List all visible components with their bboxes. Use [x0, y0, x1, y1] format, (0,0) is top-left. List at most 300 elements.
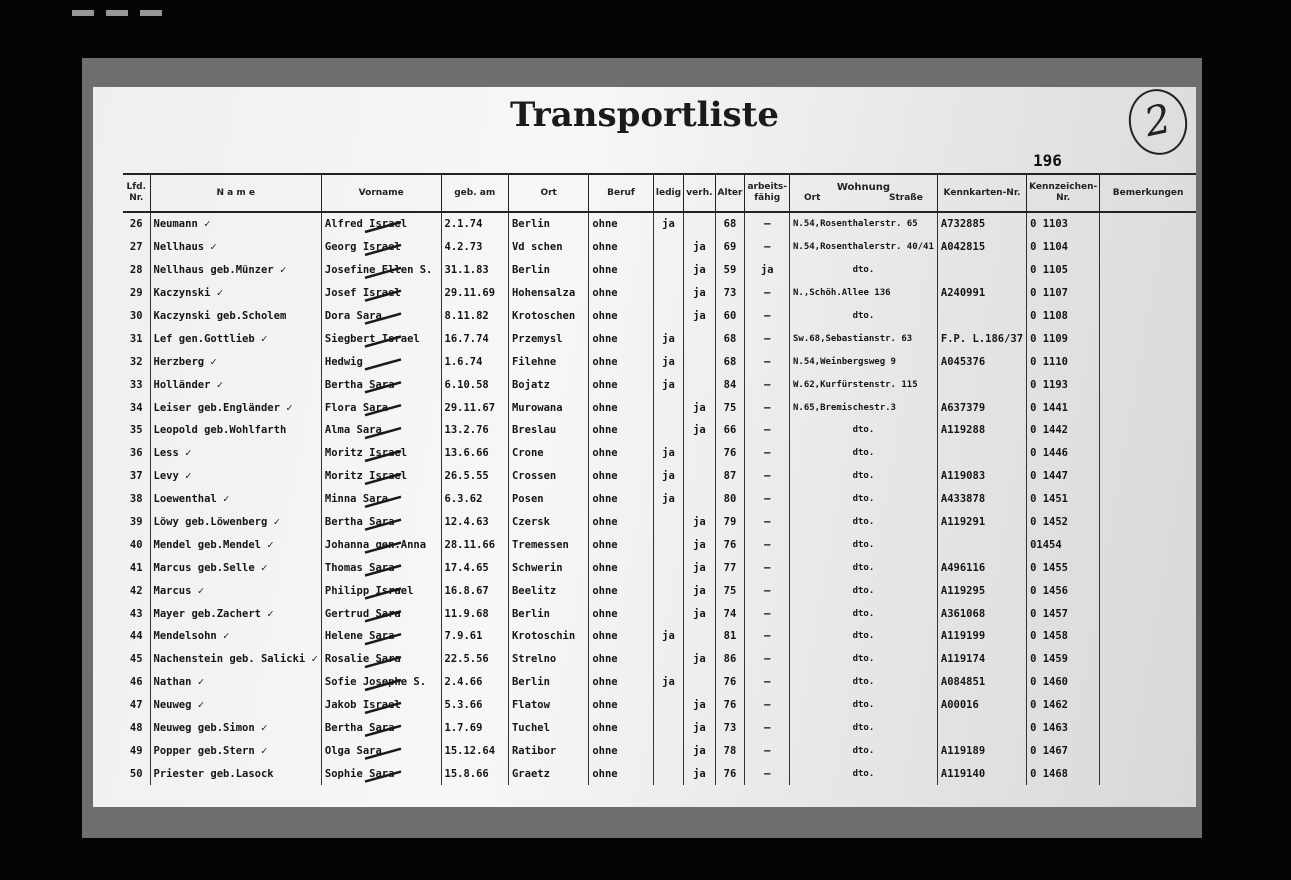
row-kennzeichen: 0 1193	[1027, 373, 1100, 396]
row-ort: Berlin	[508, 671, 588, 694]
col-ort: Ort	[508, 174, 588, 212]
row-arbeitsfaehig: –	[745, 465, 790, 488]
row-alter: 75	[715, 579, 745, 602]
row-ort: Beelitz	[508, 579, 588, 602]
row-wohnung: dto.	[790, 602, 938, 625]
row-kennzeichen: 0 1441	[1027, 396, 1100, 419]
row-beruf: ohne	[589, 236, 653, 259]
row-kennzeichen: 0 1104	[1027, 236, 1100, 259]
row-arbeitsfaehig: –	[745, 533, 790, 556]
row-alter: 76	[715, 762, 745, 785]
row-name: Leopold geb.Wohlfarth	[150, 419, 321, 442]
row-bemerkungen	[1100, 350, 1196, 373]
row-name: Nellhaus geb.Münzer ✓	[150, 259, 321, 282]
document-title: Transportliste	[509, 95, 779, 135]
row-bemerkungen	[1100, 556, 1196, 579]
row-ledig	[653, 419, 684, 442]
row-vorname: Flora Sara	[321, 396, 441, 419]
row-bemerkungen	[1100, 327, 1196, 350]
row-verh	[684, 488, 715, 511]
row-kennzeichen: 0 1447	[1027, 465, 1100, 488]
row-number: 38	[129, 493, 143, 506]
row-geb: 26.5.55	[441, 465, 508, 488]
row-bemerkungen	[1100, 396, 1196, 419]
row-arbeitsfaehig: –	[745, 373, 790, 396]
col-kennkarten: Kennkarten-Nr.	[937, 174, 1026, 212]
row-kennkarten: A045376	[937, 350, 1026, 373]
row-ort: Krotoschin	[508, 625, 588, 648]
row-beruf: ohne	[589, 579, 653, 602]
table-row	[123, 739, 1196, 762]
row-kennkarten: A119189	[937, 739, 1026, 762]
row-wohnung: dto.	[790, 305, 938, 328]
row-bemerkungen	[1100, 511, 1196, 534]
row-kennzeichen: 0 1452	[1027, 511, 1100, 534]
row-kennzeichen: 0 1462	[1027, 694, 1100, 717]
row-alter: 77	[715, 556, 745, 579]
row-kennkarten: A119199	[937, 625, 1026, 648]
row-beruf: ohne	[589, 396, 653, 419]
row-number: 26	[129, 218, 143, 231]
table-row	[123, 579, 1196, 602]
col-bemerkungen: Bemerkungen	[1100, 174, 1196, 212]
row-kennzeichen: 0 1460	[1027, 671, 1100, 694]
row-vorname: Alma Sara	[321, 419, 441, 442]
row-alter: 74	[715, 602, 745, 625]
row-ort: Flatow	[508, 694, 588, 717]
table-row	[123, 465, 1196, 488]
row-number: 42	[129, 584, 143, 597]
row-verh: ja	[684, 396, 715, 419]
table-row	[123, 259, 1196, 282]
row-vorname: Hedwig	[321, 350, 441, 373]
row-verh	[684, 465, 715, 488]
row-kennzeichen: 0 1451	[1027, 488, 1100, 511]
row-verh: ja	[684, 556, 715, 579]
row-vorname: Helene Sara	[321, 625, 441, 648]
row-ort: Ratibor	[508, 739, 588, 762]
row-beruf: ohne	[589, 648, 653, 671]
row-ort: Hohensalza	[508, 282, 588, 305]
row-kennkarten	[937, 259, 1026, 282]
row-ledig: ja	[653, 488, 684, 511]
col-wohnung	[790, 174, 938, 212]
row-kennkarten: A119174	[937, 648, 1026, 671]
row-kennkarten: F.P. L.186/37	[937, 327, 1026, 350]
row-ledig: ja	[653, 671, 684, 694]
row-verh	[684, 350, 715, 373]
row-verh: ja	[684, 579, 715, 602]
row-beruf: ohne	[589, 442, 653, 465]
row-arbeitsfaehig: –	[745, 396, 790, 419]
row-wohnung: N.54,Rosenthalerstr. 40/41	[790, 236, 938, 259]
row-arbeitsfaehig: –	[745, 488, 790, 511]
row-kennkarten	[937, 717, 1026, 740]
row-wohnung: dto.	[790, 671, 938, 694]
row-bemerkungen	[1100, 236, 1196, 259]
row-verh: ja	[684, 694, 715, 717]
row-vorname: Sophie Sara	[321, 762, 441, 785]
row-bemerkungen	[1100, 625, 1196, 648]
row-geb: 7.9.61	[441, 625, 508, 648]
row-vorname: Rosalie Sara	[321, 648, 441, 671]
row-wohnung: dto.	[790, 717, 938, 740]
row-name: Holländer ✓	[150, 373, 321, 396]
page-number: 196	[1033, 151, 1062, 170]
row-verh: ja	[684, 762, 715, 785]
row-ort: Krotoschen	[508, 305, 588, 328]
row-geb: 4.2.73	[441, 236, 508, 259]
row-ledig	[653, 511, 684, 534]
row-ledig	[653, 648, 684, 671]
col-wohnung-title: Wohnung	[836, 182, 891, 193]
row-ledig: ja	[653, 327, 684, 350]
row-vorname: Dora Sara	[321, 305, 441, 328]
row-number: 33	[129, 378, 143, 391]
row-kennkarten: A361068	[937, 602, 1026, 625]
row-number: 45	[129, 653, 143, 666]
row-kennzeichen: 0 1463	[1027, 717, 1100, 740]
row-name: Mayer geb.Zachert ✓	[150, 602, 321, 625]
row-arbeitsfaehig: –	[745, 739, 790, 762]
table-row	[123, 305, 1196, 328]
row-name: Löwy geb.Löwenberg ✓	[150, 511, 321, 534]
row-beruf: ohne	[589, 694, 653, 717]
row-verh	[684, 212, 715, 236]
row-wohnung: dto.	[790, 556, 938, 579]
row-geb: 8.11.82	[441, 305, 508, 328]
row-number: 46	[129, 676, 143, 689]
row-name: Less ✓	[150, 442, 321, 465]
row-geb: 5.3.66	[441, 694, 508, 717]
table-header-row	[123, 174, 1196, 212]
table-row	[123, 671, 1196, 694]
row-bemerkungen	[1100, 671, 1196, 694]
col-beruf: Beruf	[589, 174, 653, 212]
row-number: 37	[129, 470, 143, 483]
transport-table	[123, 173, 1196, 785]
row-alter: 69	[715, 236, 745, 259]
row-name: Herzberg ✓	[150, 350, 321, 373]
row-alter: 86	[715, 648, 745, 671]
row-wohnung: dto.	[790, 625, 938, 648]
row-kennkarten	[937, 533, 1026, 556]
row-alter: 76	[715, 694, 745, 717]
row-name: Mendelsohn ✓	[150, 625, 321, 648]
row-wohnung: dto.	[790, 465, 938, 488]
table-row	[123, 717, 1196, 740]
row-beruf: ohne	[589, 739, 653, 762]
row-kennkarten: A00016	[937, 694, 1026, 717]
row-kennzeichen: 0 1456	[1027, 579, 1100, 602]
row-ort: Crone	[508, 442, 588, 465]
row-geb: 1.7.69	[441, 717, 508, 740]
row-name: Nachenstein geb. Salicki ✓	[150, 648, 321, 671]
row-vorname: Bertha Sara	[321, 373, 441, 396]
row-number: 41	[129, 561, 143, 574]
row-name: Priester geb.Lasock	[150, 762, 321, 785]
circled-page-marker: 2	[1123, 87, 1193, 160]
row-bemerkungen	[1100, 465, 1196, 488]
row-vorname: Johanna gen.Anna	[321, 533, 441, 556]
row-vorname: Moritz Israel	[321, 465, 441, 488]
row-ledig: ja	[653, 625, 684, 648]
row-beruf: ohne	[589, 488, 653, 511]
row-ledig	[653, 579, 684, 602]
row-vorname: Bertha Sara	[321, 717, 441, 740]
row-name: Nellhaus ✓	[150, 236, 321, 259]
row-bemerkungen	[1100, 717, 1196, 740]
col-vorname: Vorname	[321, 174, 441, 212]
table-row	[123, 350, 1196, 373]
row-kennkarten: A042815	[937, 236, 1026, 259]
table-row	[123, 762, 1196, 785]
table-row	[123, 556, 1196, 579]
row-geb: 11.9.68	[441, 602, 508, 625]
row-arbeitsfaehig: –	[745, 236, 790, 259]
row-wohnung: dto.	[790, 419, 938, 442]
row-verh	[684, 327, 715, 350]
row-geb: 15.12.64	[441, 739, 508, 762]
row-ledig: ja	[653, 465, 684, 488]
row-geb: 2.1.74	[441, 212, 508, 236]
row-wohnung: dto.	[790, 442, 938, 465]
row-number: 35	[129, 424, 143, 437]
row-ledig	[653, 717, 684, 740]
row-name: Leiser geb.Engländer ✓	[150, 396, 321, 419]
row-wohnung: dto.	[790, 533, 938, 556]
row-alter: 76	[715, 442, 745, 465]
row-ort: Berlin	[508, 259, 588, 282]
col-ledig: ledig	[653, 174, 684, 212]
row-number: 43	[129, 607, 143, 620]
row-wohnung: dto.	[790, 739, 938, 762]
row-wohnung: dto.	[790, 762, 938, 785]
row-beruf: ohne	[589, 762, 653, 785]
row-bemerkungen	[1100, 419, 1196, 442]
row-bemerkungen	[1100, 648, 1196, 671]
row-geb: 29.11.69	[441, 282, 508, 305]
row-arbeitsfaehig: –	[745, 282, 790, 305]
film-edge-marks	[72, 10, 167, 16]
row-verh: ja	[684, 533, 715, 556]
row-kennzeichen: 01454	[1027, 533, 1100, 556]
table-row	[123, 625, 1196, 648]
row-alter: 76	[715, 533, 745, 556]
row-wohnung: N.54,Weinbergsweg 9	[790, 350, 938, 373]
table-row	[123, 533, 1196, 556]
row-beruf: ohne	[589, 259, 653, 282]
row-vorname: Alfred Israel	[321, 212, 441, 236]
row-number: 30	[129, 310, 143, 322]
row-wohnung: dto.	[790, 259, 938, 282]
row-beruf: ohne	[589, 373, 653, 396]
row-kennkarten: A119140	[937, 762, 1026, 785]
row-ort: Murowana	[508, 396, 588, 419]
row-beruf: ohne	[589, 717, 653, 740]
row-kennkarten: A732885	[937, 212, 1026, 236]
row-bemerkungen	[1100, 579, 1196, 602]
row-ledig	[653, 282, 684, 305]
row-geb: 28.11.66	[441, 533, 508, 556]
row-vorname: Gertrud Sara	[321, 602, 441, 625]
row-arbeitsfaehig: –	[745, 350, 790, 373]
row-kennkarten: A119295	[937, 579, 1026, 602]
row-kennzeichen: 0 1442	[1027, 419, 1100, 442]
row-number: 50	[129, 767, 143, 780]
row-name: Neuweg ✓	[150, 694, 321, 717]
row-ledig: ja	[653, 442, 684, 465]
table-row	[123, 442, 1196, 465]
row-alter: 66	[715, 419, 745, 442]
row-vorname: Josef Israel	[321, 282, 441, 305]
row-verh: ja	[684, 305, 715, 328]
row-arbeitsfaehig: –	[745, 579, 790, 602]
row-beruf: ohne	[589, 212, 653, 236]
row-beruf: ohne	[589, 419, 653, 442]
row-wohnung: Sw.68,Sebastianstr. 63	[790, 327, 938, 350]
row-name: Marcus geb.Selle ✓	[150, 556, 321, 579]
row-verh	[684, 442, 715, 465]
row-verh: ja	[684, 739, 715, 762]
row-wohnung: dto.	[790, 511, 938, 534]
row-vorname: Bertha Sara	[321, 511, 441, 534]
row-vorname: Josefine Ellen S.	[321, 259, 441, 282]
row-geb: 22.5.56	[441, 648, 508, 671]
col-geb: geb. am	[441, 174, 508, 212]
row-kennzeichen: 0 1109	[1027, 327, 1100, 350]
row-wohnung: N.54,Rosenthalerstr. 65	[790, 212, 938, 236]
row-geb: 31.1.83	[441, 259, 508, 282]
row-name: Levy ✓	[150, 465, 321, 488]
row-arbeitsfaehig: –	[745, 327, 790, 350]
row-kennkarten	[937, 305, 1026, 328]
row-number: 31	[129, 332, 143, 345]
row-kennzeichen: 0 1455	[1027, 556, 1100, 579]
row-arbeitsfaehig: –	[745, 694, 790, 717]
row-kennzeichen: 0 1459	[1027, 648, 1100, 671]
row-alter: 78	[715, 739, 745, 762]
row-vorname: Thomas Sara	[321, 556, 441, 579]
row-geb: 2.4.66	[441, 671, 508, 694]
col-alter: Alter	[715, 174, 745, 212]
row-number: 27	[129, 241, 143, 254]
row-number: 34	[129, 401, 143, 414]
row-alter: 84	[715, 373, 745, 396]
row-alter: 76	[715, 671, 745, 694]
row-arbeitsfaehig: –	[745, 511, 790, 534]
row-ledig: ja	[653, 373, 684, 396]
row-vorname: Siegbert Israel	[321, 327, 441, 350]
col-name: N a m e	[150, 174, 321, 212]
row-vorname: Jakob Israel	[321, 694, 441, 717]
table-row	[123, 648, 1196, 671]
table-row	[123, 694, 1196, 717]
row-name: Marcus ✓	[150, 579, 321, 602]
row-alter: 73	[715, 282, 745, 305]
row-kennzeichen: 0 1110	[1027, 350, 1100, 373]
row-kennzeichen: 0 1468	[1027, 762, 1100, 785]
row-ledig	[653, 694, 684, 717]
row-verh: ja	[684, 259, 715, 282]
row-verh	[684, 671, 715, 694]
row-arbeitsfaehig: –	[745, 556, 790, 579]
row-beruf: ohne	[589, 305, 653, 328]
row-ledig	[653, 396, 684, 419]
row-ledig	[653, 236, 684, 259]
row-verh	[684, 373, 715, 396]
row-beruf: ohne	[589, 556, 653, 579]
row-wohnung: dto.	[790, 579, 938, 602]
table-row	[123, 236, 1196, 259]
row-bemerkungen	[1100, 259, 1196, 282]
row-verh: ja	[684, 717, 715, 740]
row-alter: 60	[715, 305, 745, 328]
row-number: 44	[129, 630, 143, 643]
row-beruf: ohne	[589, 671, 653, 694]
document-sheet	[93, 87, 1196, 807]
row-name: Neumann ✓	[150, 212, 321, 236]
row-wohnung: dto.	[790, 694, 938, 717]
col-wohnung-ort: Ort	[804, 193, 821, 203]
row-geb: 6.3.62	[441, 488, 508, 511]
row-beruf: ohne	[589, 602, 653, 625]
row-ort: Berlin	[508, 602, 588, 625]
row-kennkarten: A433878	[937, 488, 1026, 511]
table-row	[123, 282, 1196, 305]
row-ort: Crossen	[508, 465, 588, 488]
row-kennzeichen: 0 1103	[1027, 212, 1100, 236]
row-geb: 16.7.74	[441, 327, 508, 350]
row-kennkarten	[937, 442, 1026, 465]
row-alter: 79	[715, 511, 745, 534]
table-row	[123, 373, 1196, 396]
row-geb: 13.2.76	[441, 419, 508, 442]
row-ort: Filehne	[508, 350, 588, 373]
row-ort: Tuchel	[508, 717, 588, 740]
row-number: 29	[129, 287, 143, 300]
row-beruf: ohne	[589, 625, 653, 648]
row-arbeitsfaehig: –	[745, 625, 790, 648]
row-ledig: ja	[653, 350, 684, 373]
row-alter: 75	[715, 396, 745, 419]
row-ledig	[653, 762, 684, 785]
row-alter: 73	[715, 717, 745, 740]
row-number: 40	[129, 538, 143, 551]
row-ort: Schwerin	[508, 556, 588, 579]
row-bemerkungen	[1100, 488, 1196, 511]
row-geb: 16.8.67	[441, 579, 508, 602]
col-arbeitsfaehig: arbeits-fähig	[745, 174, 790, 212]
row-name: Mendel geb.Mendel ✓	[150, 533, 321, 556]
row-beruf: ohne	[589, 511, 653, 534]
row-kennzeichen: 0 1467	[1027, 739, 1100, 762]
row-ledig	[653, 305, 684, 328]
col-wohnung-strasse: Straße	[889, 193, 923, 203]
row-number: 49	[129, 744, 143, 757]
row-kennzeichen: 0 1108	[1027, 305, 1100, 328]
row-beruf: ohne	[589, 533, 653, 556]
row-ledig	[653, 739, 684, 762]
row-geb: 13.6.66	[441, 442, 508, 465]
row-kennkarten: A119291	[937, 511, 1026, 534]
row-kennkarten	[937, 373, 1026, 396]
row-name: Nathan ✓	[150, 671, 321, 694]
row-kennzeichen: 0 1107	[1027, 282, 1100, 305]
row-vorname: Olga Sara	[321, 739, 441, 762]
row-geb: 1.6.74	[441, 350, 508, 373]
row-bemerkungen	[1100, 282, 1196, 305]
